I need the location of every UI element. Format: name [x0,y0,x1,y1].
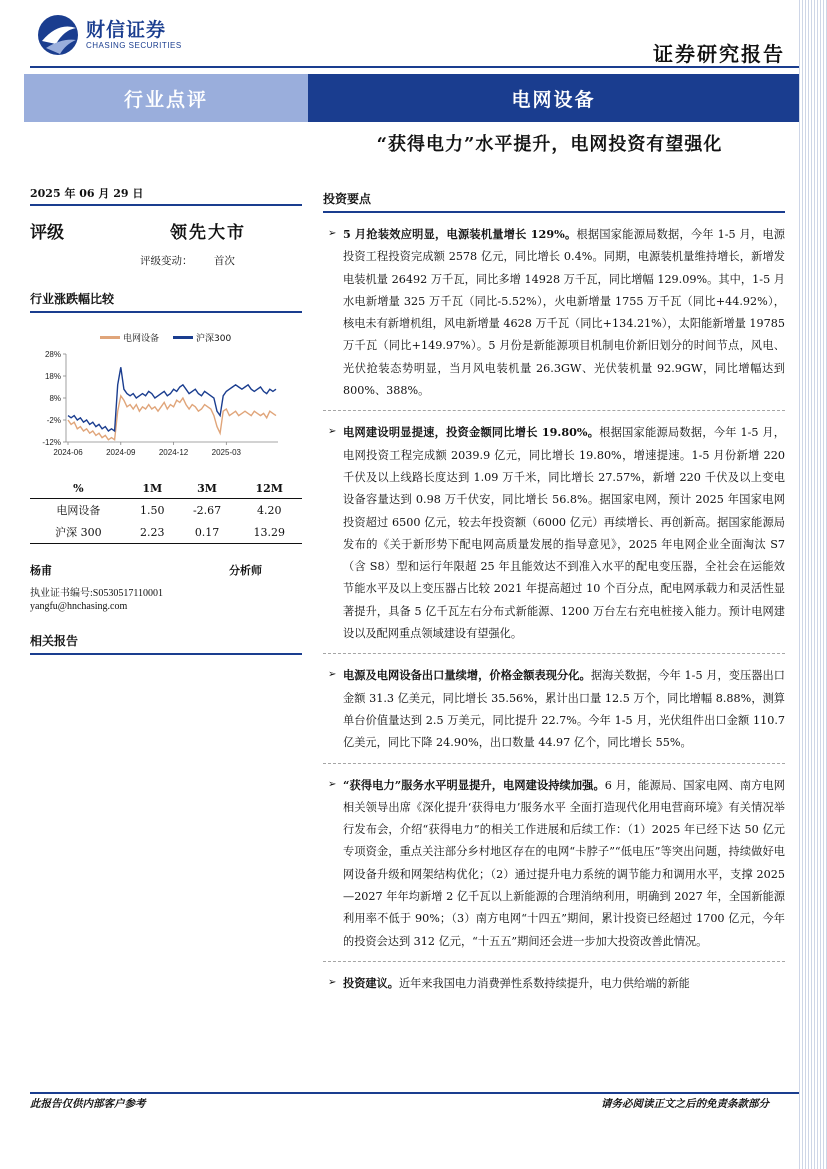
legend-swatch-2 [173,336,193,339]
analyst-license: 执业证书编号:S0530517110001 [30,588,163,599]
key-point-text: 根据国家能源局数据，今年 1-5 月，电网投资工程完成额 2039.9 亿元，同比增长 19.80%，增速提速。1-5 月份新增 220 千伏及以上线路长度达到 1.09 万千米，同比增长 27.57%，新增 220 千伏及以上变电设备容量达到 0.98 万千伏安，同比增长 56.8%。据国家电网，预计 2025 年国家电网投资超过 6500 亿元，较去年投资额（6000 亿元）再续增长、再创新高。据国家能源局发布的《关于新形势下配电网高质量发展的指导意见》，2025 年电网企业全面淘汰 S7（含 S8）型和运行年限超 25 年且能效达不到准入水平的配电变压器，全社会在运能效节能水平及以上变压器占比较 2021 年提高超过 10 个百分点，配电网承载力和灵活性显著提升，具备 5 亿千瓦左右分布式新能源、1200 万台左右充电桩接入能力。预计电网建设以及配网重点领域建设有望强化。 [343,426,785,641]
key-point-text: 据海关数据，今年 1-5 月，变压器出口金额 31.3 亿美元，同比增长 35.56%，累计出口量 12.5 万个，同比增幅 8.88%，测算单台价值量达到 2.5 万美元，同比提升 22.7%。今年 1-5 月，光伏组件出口金额 110.7 亿美元，同比下降 24.90%，出口数量 44.97 亿个，同比增长 55%。 [343,669,785,750]
chart-plot [30,328,302,466]
table-cell: 1.50 [139,503,165,517]
bullet-arrow-icon: ➢ [328,778,337,790]
y-tick-label: -2% [46,416,61,425]
table-cell: -2.67 [192,503,222,517]
table-cell: 沪深 300 [30,521,127,544]
legend-item-2 [173,331,231,344]
divider [323,961,785,962]
logo-text: 财信证券 [86,19,167,41]
bullet-arrow-icon: ➢ [328,669,337,681]
chart-section-title: 行业涨跌幅比较 [30,290,302,313]
analyst-name: 杨甫 [30,564,52,577]
series-line-2 [68,367,276,431]
bullet-arrow-icon: ➢ [328,228,337,239]
key-point-heading: 5 月抢装效应明显，电源装机量增长 129%。 [343,227,577,241]
bullet-arrow-icon: ➢ [328,426,337,438]
rating-change-value: 首次 [213,255,235,267]
related-reports [30,632,302,655]
y-tick-label: 28% [44,350,61,359]
rating-row [30,218,302,243]
key-point-text: 近年来我国电力消费弹性系数持续提升，电力供给端的新能 [398,976,690,990]
key-point-heading: 电网建设明显提速，投资金额同比增长 19.80%。 [343,425,600,440]
key-point-text: 6 月，能源局、国家电网、南方电网相关领导出席《深化提升‘获得电力’服务水平 全面打造现代化用电营商环境》有关情况举行发布会，介绍“获得电力”的相关工作进展和后续工作：（1）2025 年已经下达 50 亿元专项资金，重点关注部分乡村地区存在的电网“卡脖子”“低电压”等突出问题，持续做好电网设备升级和网架结构优化；（2）通过提升电力系统的调节能力和调用水平，支撑 2025—2027 年年均新增 2 亿千瓦以上新能源的合理消纳利用，明确到 2027 年，全国新能源利用率不低于 90%；（3）南方电网“十四五”期间，累计投资已经超过 1700 亿元，今年的投资会达到 312 亿元，“十五五”期间还会进一步加大投资改善此情况。 [343,778,785,948]
table-header-cell: % [30,479,127,499]
legend-label-2: 沪深300 [196,334,232,344]
legend-item-1 [100,331,159,344]
table-header-cell: 1M [127,479,178,499]
divider [323,653,785,654]
key-point-heading: 电源及电网设备出口量续增，价格金额表现分化。 [343,668,591,683]
table-cell: 电网设备 [56,504,101,517]
bullet-arrow-icon: ➢ [328,976,337,988]
divider [323,410,785,411]
related-title: 相关报告 [30,632,302,655]
table-cell: 0.17 [178,521,237,544]
legend-label-1: 电网设备 [123,334,160,344]
rating-change-label: 评级变动： [140,255,193,267]
key-points-title: 投资要点 [323,190,785,213]
key-point [323,972,785,995]
divider [323,763,785,764]
left-column [30,185,302,313]
decorative-stripe [799,0,827,1169]
category-banner: 行业点评 [24,74,308,122]
right-column [323,190,785,995]
rating-change [30,253,302,268]
legend-swatch-1 [100,336,120,339]
key-point-text: 根据国家能源局数据，今年 1-5 月，电源投资工程投资完成额 2578 亿元，同比增长 0.4%。同期，电源装机量维持增长，新增发电装机量 26492 万千瓦，同比多增 14928 万千瓦，同比增幅 129.09%。其中，1-5 月水电新增量 325 万千瓦（同比-5.52%），火电新增量 1755 万千瓦（同比+44.92%），核电未有新增机组，风电新增量 4628 万千瓦（同比+134.21%），太阳能新增量 19785 万千瓦（同比+149.97%）。5 月份是新能源项目机制电价新旧划分的时间节点，风电、光伏抢装态势明显，当月风电装机量 26.3GW、光伏装机量 92.9GW，同比增幅达到 800%、388%。 [343,228,785,398]
report-date: 2025 年 06 月 29 日 [30,185,302,206]
table-row [30,499,302,522]
industry-banner: 电网设备 [308,74,799,122]
report-type: 证券研究报告 [653,42,785,66]
y-tick-label: 8% [49,394,61,403]
chart-legend [100,331,231,344]
footer-note: 此报告仅供内部客户参考 [30,1098,146,1110]
rating-value: 领先大市 [170,223,246,243]
table-header-cell: 3M [178,479,237,499]
analyst-block [30,562,302,612]
y-tick-label: 18% [44,372,61,381]
key-point [323,774,785,953]
table-cell: 13.29 [236,521,302,544]
key-point [323,421,785,645]
table-cell: 4.20 [256,503,282,517]
key-point-heading: 投资建议。 [343,975,399,990]
table-cell: 2.23 [127,521,178,544]
key-point-heading: “获得电力”服务水平明显提升，电网建设持续加强。 [343,777,605,792]
x-tick-label: 2024-12 [158,448,189,457]
footer-disclaimer: 请务必阅读正文之后的免责条款部分 [601,1098,769,1110]
x-tick-label: 2025-03 [211,448,242,457]
x-tick-label: 2024-06 [53,448,83,457]
key-point [323,664,785,754]
key-point [323,223,785,402]
performance-chart [30,328,302,466]
performance-table [30,479,302,544]
analyst-email[interactable]: yangfu@hnchasing.com [30,601,128,612]
rating-label: 评级 [30,223,64,243]
footer-divider [30,1092,799,1094]
table-header-row [30,479,302,499]
report-headline: “获得电力”水平提升，电网投资有望强化 [376,134,723,155]
series-line-1 [68,396,276,440]
analyst-name-row [30,562,302,578]
analyst-role: 分析师 [229,564,262,577]
x-tick-label: 2024-09 [106,448,136,457]
table-header-cell: 12M [236,479,302,499]
table-row [30,521,302,544]
logo-subtext: CHASING SECURITIES [86,41,182,50]
y-tick-label: -12% [42,438,61,447]
header-divider [30,66,799,68]
